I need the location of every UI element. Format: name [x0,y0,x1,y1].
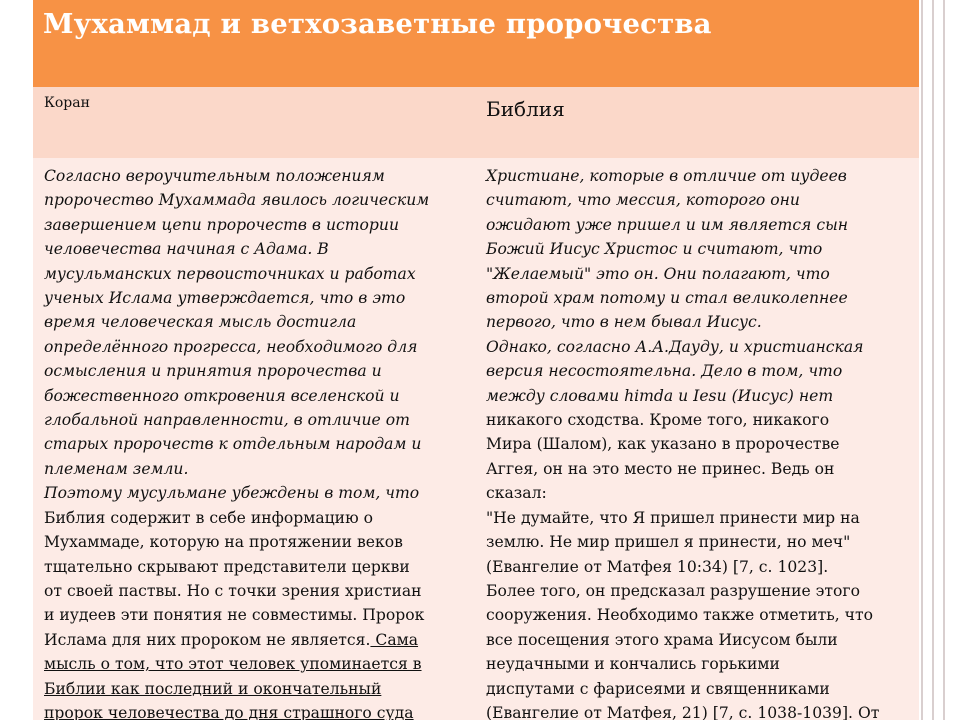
text-line: Ислама для них пророком не является. Сама [44,630,419,649]
text-line: сказал: [486,484,547,503]
text-line: определённого прогресса, необходимого для [44,337,418,356]
text-line: сооружения. Необходимо также отметить, что [486,606,873,625]
column-header-quran: Коран [44,95,90,111]
text-line: Библия содержит в себе информацию о [44,508,373,527]
text-line: Библии как последний и окончательный [44,679,382,698]
text-line: диспутами с фарисеями и священниками [486,679,830,698]
text-line: "Не думайте, что Я пришел принести мир на [486,508,860,527]
text-line: Христиане, которые в отличие от иудеев [486,167,847,185]
slide-title: Мухаммад и ветхозаветные пророчества [43,8,712,40]
text-line: старых пророчеств к отдельным народам и [44,435,422,454]
text-line: неудачными и кончались горькими [486,655,780,674]
text-line: Поэтому мусульмане убеждены в том, что [44,484,420,503]
text-line: тщательно скрывают представители церкви [44,557,410,576]
underlined-text: Сама [370,630,419,649]
text-line: Более того, он предсказал разрушение этого [486,581,860,600]
text-line: мысль о том, что этот человек упоминается в [44,655,422,674]
bible-column-text [486,164,916,720]
text-line: второй храм потому и стал великолепнее [486,289,848,308]
text-line: и иудеев эти понятия не совместимы. Пророк [44,606,425,625]
text-line: Аггея, он на это место не принес. Ведь он [486,459,835,478]
text-line: пророк человечества до дня страшного суда [44,703,414,720]
text-line: Согласно вероучительным положениям [44,167,385,185]
decorative-border-line [921,0,923,720]
text-line: Однако, согласно А.А.Дауду, и христианская [486,337,864,356]
table-body-row [33,158,919,720]
column-header-bible: Библия [486,97,565,121]
text-line: "Желаемый" это он. Они полагают, что [486,264,830,283]
text-line: (Евангелие от Матфея, 21) [7, с. 1038-1039]. От [486,703,880,720]
text-line: ожидают уже пришел и им является сын [486,215,849,234]
text-line: мусульманских первоисточниках и работах [44,264,416,283]
text-line: племенам земли. [44,459,189,478]
title-bar [33,0,919,87]
slide [33,0,919,720]
text-line: Мухаммаде, которую на протяжении веков [44,533,403,552]
text-line: Мира (Шалом), как указано в пророчестве [486,435,840,454]
text-line: человечества начиная с Адама. В [44,240,329,259]
text-line: землю. Не мир пришел я принести, но меч" [486,533,851,552]
decorative-border-line [943,0,945,720]
text-line: первого, что в нем бывал Иисус. [486,313,762,332]
text-line: время человеческая мысль достигла [44,313,357,332]
text-line: считают, что мессия, которого они [486,191,800,210]
text-line: божественного откровения вселенской и [44,386,400,405]
text-line: глобальной направленности, в отличие от [44,411,410,430]
table-header-row [33,87,919,158]
quran-column-text [44,164,464,720]
text-line: Божий Иисус Христос и считают, что [486,240,823,259]
text-line: между словами himda и Iesu (Иисус) нет [486,386,834,405]
text-line: завершением цепи пророчеств в истории [44,215,399,234]
decorative-border-line [932,0,934,720]
text-line: ученых Ислама утверждается, что в это [44,289,406,308]
text-line: от своей паствы. Но с точки зрения христиан [44,581,422,600]
text-line: пророчество Мухаммада явилось логическим [44,191,430,210]
text-line: никакого сходства. Кроме того, никакого [486,411,830,430]
text-line: все посещения этого храма Иисусом были [486,630,838,649]
text-line: осмысления и принятия пророчества и [44,362,382,381]
text-line: версия несостоятельна. Дело в том, что [486,362,843,381]
text-line: (Евангелие от Матфея 10:34) [7, с. 1023]. [486,557,829,576]
